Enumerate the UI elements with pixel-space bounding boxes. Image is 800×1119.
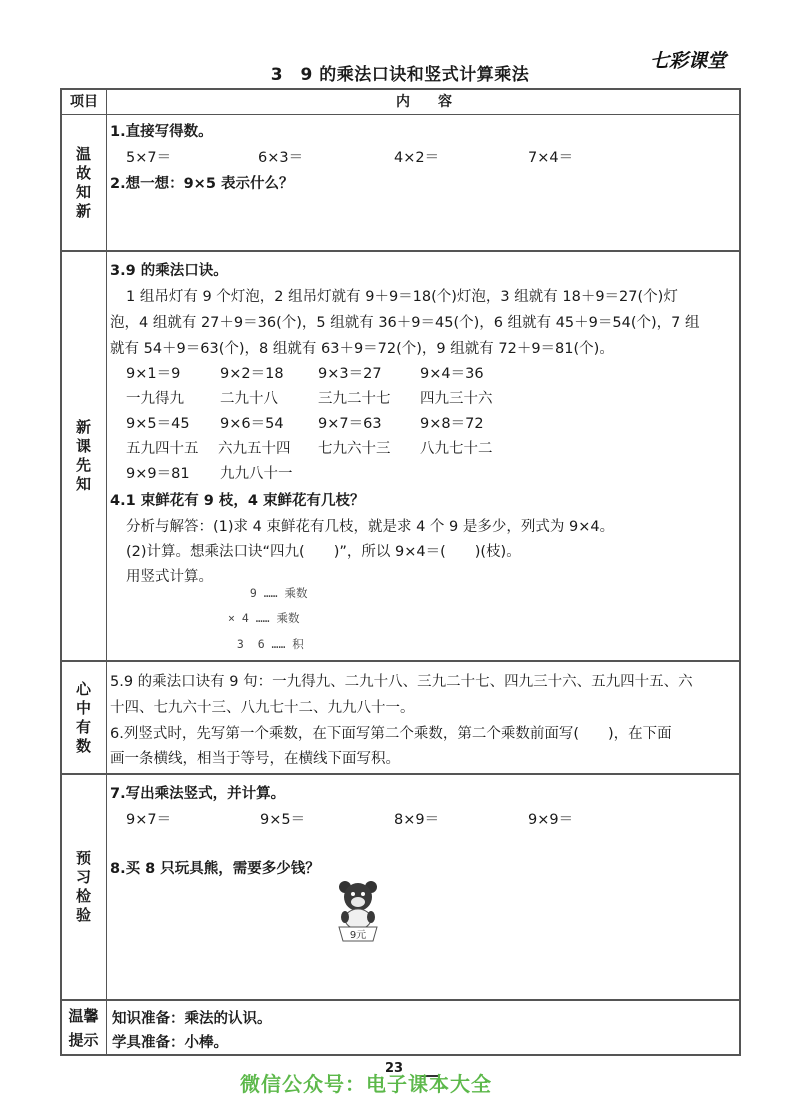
table-cell: 三九二十七 bbox=[318, 391, 391, 407]
section-label-new: 新 课 先 知 bbox=[75, 418, 91, 493]
table-cell: 二九十八 bbox=[220, 391, 278, 407]
vertical-line: × 4 …… 乘数 bbox=[228, 611, 300, 625]
table-cell: 一九得九 bbox=[126, 391, 184, 407]
watermark-text: 微信公众号：电子课本大全 bbox=[240, 1072, 492, 1096]
table-cell: 七九六十三 bbox=[318, 441, 391, 457]
q1-item: 4×2＝ bbox=[394, 150, 440, 166]
page-number: 23 bbox=[385, 1061, 404, 1076]
column-header-content: 内 容 bbox=[396, 94, 452, 110]
header-divider bbox=[60, 114, 741, 115]
paragraph-line: 就有 54＋9＝63(个)，8 组就有 63＋9＝72(个)，9 组就有 72＋9＝81(个)。 bbox=[110, 341, 614, 357]
column-header-item: 项目 bbox=[70, 94, 98, 110]
section-label-review: 温 故 知 新 bbox=[75, 144, 91, 220]
price-tag: 9元 bbox=[349, 930, 367, 941]
question-7: 7.写出乘法竖式，并计算。 bbox=[110, 786, 286, 802]
paragraph-line: 泡，4 组就有 27＋9＝36(个)，5 组就有 36＋9＝45(个)，6 组就有 45＋9＝54(个)，7 组 bbox=[110, 315, 700, 331]
column-divider bbox=[106, 88, 107, 1056]
q7-item: 9×9＝ bbox=[528, 812, 574, 828]
table-cell: 9×4＝36 bbox=[420, 366, 484, 382]
analysis-line: (2)计算。想乘法口诀“四九( )”，所以 9×4＝( )(枝)。 bbox=[126, 544, 521, 560]
section-label-tips: 温馨 提示 bbox=[68, 1007, 99, 1049]
q1-item: 5×7＝ bbox=[126, 150, 172, 166]
table-cell: 四九三十六 bbox=[420, 391, 493, 407]
question-4: 4.1 束鲜花有 9 枝，4 束鲜花有几枝？ bbox=[110, 493, 365, 509]
q1-item: 7×4＝ bbox=[528, 150, 574, 166]
question-3: 3.9 的乘法口诀。 bbox=[110, 263, 228, 279]
paragraph-line: 1 组吊灯有 9 个灯泡，2 组吊灯就有 9＋9＝18(个)灯泡，3 组就有 18＋9＝27(个)灯 bbox=[126, 289, 678, 305]
q7-item: 9×5＝ bbox=[260, 812, 306, 828]
table-cell: 六九五十四 bbox=[218, 441, 291, 457]
section-divider bbox=[60, 250, 741, 252]
section-label-mind: 心 中 有 数 bbox=[75, 679, 91, 755]
vertical-line: 9 …… 乘数 bbox=[236, 586, 308, 600]
q7-item: 8×9＝ bbox=[394, 812, 440, 828]
table-cell: 9×1＝9 bbox=[126, 366, 181, 382]
table-cell: 五九四十五 bbox=[126, 441, 199, 457]
publisher-logo bbox=[650, 46, 750, 80]
logo-text: 七彩课堂 bbox=[650, 50, 727, 72]
tip-materials: 学具准备：小棒。 bbox=[112, 1035, 228, 1051]
question-5: 5.9 的乘法口诀有 9 句：一九得九、二九十八、三九二十七、四九三十六、五九四十五、六 bbox=[110, 674, 693, 690]
question-6-cont: 画一条横线，相当于等号，在横线下面写积。 bbox=[110, 751, 400, 767]
page-title: 3 9 的乘法口诀和竖式计算乘法 bbox=[270, 65, 530, 85]
section-label-preview: 预 习 检 验 bbox=[75, 849, 91, 924]
question-6: 6.列竖式时，先写第一个乘数，在下面写第二个乘数，第二个乘数前面写( )，在下面 bbox=[110, 726, 672, 742]
table-cell: 9×6＝54 bbox=[220, 416, 284, 432]
table-cell: 9×5＝45 bbox=[126, 416, 190, 432]
table-cell: 9×2＝18 bbox=[220, 366, 284, 382]
table-cell: 八九七十二 bbox=[420, 441, 493, 457]
question-2: 2.想一想：9×5 表示什么？ bbox=[110, 176, 294, 192]
vertical-intro: 用竖式计算。 bbox=[126, 569, 213, 585]
analysis-line: 分析与解答：(1)求 4 束鲜花有几枝，就是求 4 个 9 是多少，列式为 9×4。 bbox=[126, 519, 615, 535]
q7-item: 9×7＝ bbox=[126, 812, 172, 828]
vertical-line: 3 6 …… 积 bbox=[230, 637, 304, 651]
section-divider bbox=[60, 773, 741, 775]
tip-knowledge: 知识准备：乘法的认识。 bbox=[112, 1011, 272, 1027]
toy-bear-image bbox=[333, 877, 383, 943]
question-8: 8.买 8 只玩具熊，需要多少钱？ bbox=[110, 861, 320, 877]
q1-item: 6×3＝ bbox=[258, 150, 304, 166]
table-cell: 九九八十一 bbox=[220, 466, 293, 482]
question-5-cont: 十四、七九六十三、八九七十二、九九八十一。 bbox=[110, 700, 415, 716]
table-cell: 9×8＝72 bbox=[420, 416, 484, 432]
section-divider bbox=[60, 660, 741, 662]
table-cell: 9×9＝81 bbox=[126, 466, 190, 482]
question-1: 1.直接写得数。 bbox=[110, 124, 213, 140]
table-cell: 9×3＝27 bbox=[318, 366, 382, 382]
section-divider bbox=[60, 999, 741, 1001]
table-cell: 9×7＝63 bbox=[318, 416, 382, 432]
